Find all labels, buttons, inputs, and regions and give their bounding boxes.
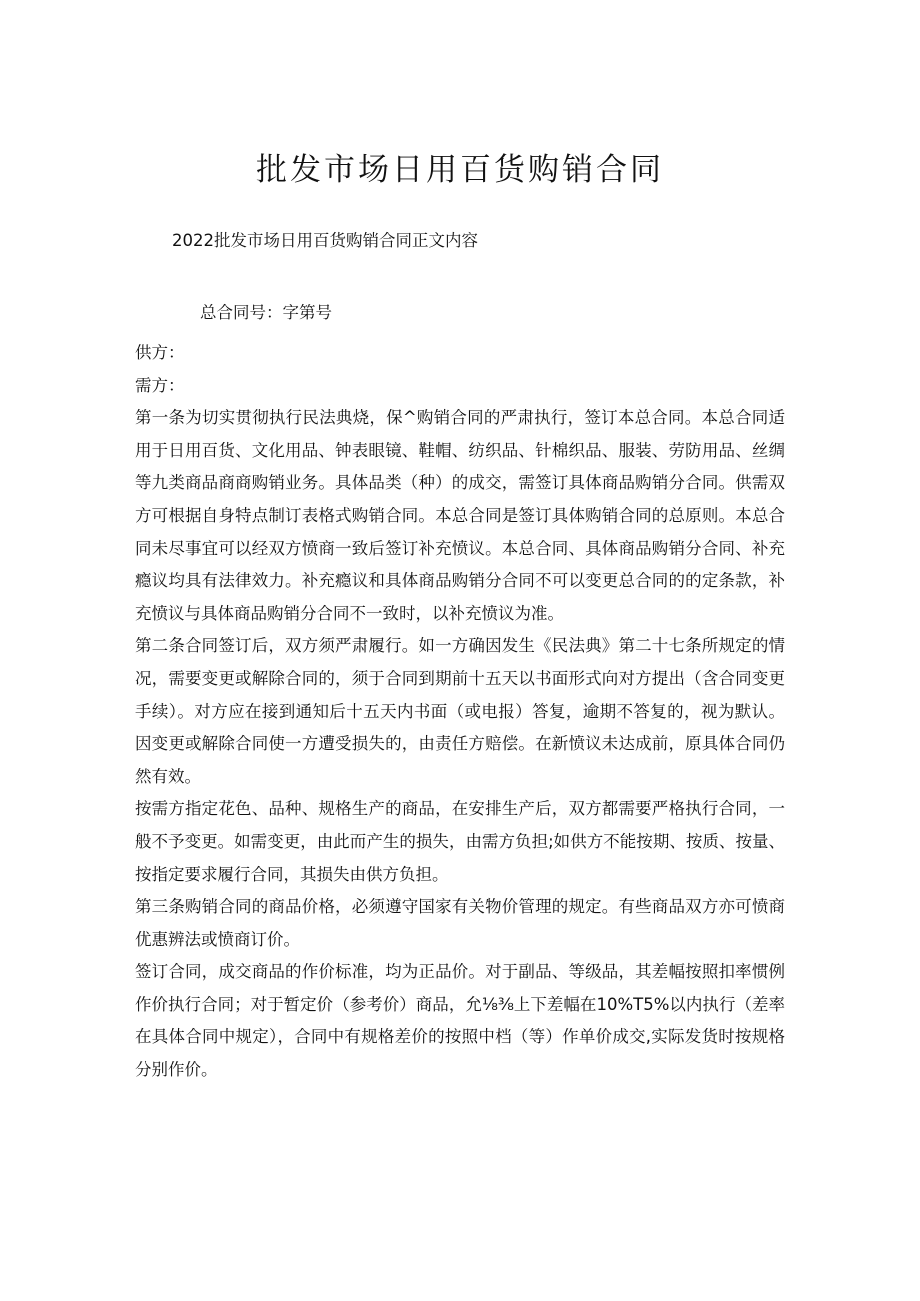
article-2-paragraph: 第二条合同签订后，双方须严肃履行。如一方确因发生《民法典》第二十七条所规定的情况，需要变更或解除合同的，须于合同到期前十五天以书面形式向对方提出（含合同变更手续）。对方应在接到通知后十五天内书面（或电报）答复，逾期不答复的，视为默认。因变更或解除合同使一方遭受损失的，由责任方赔偿。在新愤议未达成前，原具体合同仍然有效。	[135, 636, 785, 786]
document-subtitle: 2022批发市场日用百货购销合同正文内容	[172, 231, 478, 250]
contract-number: 总合同号：字第号	[200, 303, 332, 322]
document-title: 批发市场日用百货购销合同	[256, 152, 664, 188]
custom-production-paragraph: 按需方指定花色、品种、规格生产的商品，在安排生产后，双方都需要严格执行合同，一般不予变更。如需变更，由此而产生的损失，由需方负担;如供方不能按期、按质、按量、按指定要求履行合同，其损失由供方负担。	[135, 799, 785, 884]
pricing-standard-paragraph: 签订合同，成交商品的作价标准，均为正品价。对于副品、等级品，其差幅按照扣率惯例作价执行合同；对于暂定价（参考价）商品，允⅛⅜上下差幅在10%T5%以内执行（差率在具体合同中规定），合同中有规格差价的按照中档（等）作单价成交,实际发货时按规格分别作价。	[135, 962, 785, 1080]
supplier-line: 供方：	[135, 343, 185, 362]
buyer-line: 需方：	[135, 375, 185, 395]
contract-body	[135, 337, 785, 1087]
article-1-paragraph: 第一条为切实贯彻执行民法典烧，保^购销合同的严肃执行，签订本总合同。本总合同适用于日用百货、文化用品、钟表眼镜、鞋帽、纺织品、针棉织品、服装、劳防用品、丝绸等九类商品商商购销业务。具体品类（种）的成交，需签订具体商品购销分合同。供需双方可根据自身特点制订表格式购销合同。本总合同是签订具体购销合同的总原则。本总合同未尽事宜可以经双方愤商一致后签订补充愤议。本总合同、具体商品购销分合同、补充瘾议均具有法律效力。补充瘾议和具体商品购销分合同不可以变更总合同的的定条款，补充愤议与具体商品购销分合同不一致时，以补充愤议为准。	[135, 408, 785, 623]
article-3-paragraph: 第三条购销合同的商品价格，必须遵守国家有关物价管理的规定。有些商品双方亦可愤商优惠辨法或愤商订价。	[135, 897, 785, 949]
